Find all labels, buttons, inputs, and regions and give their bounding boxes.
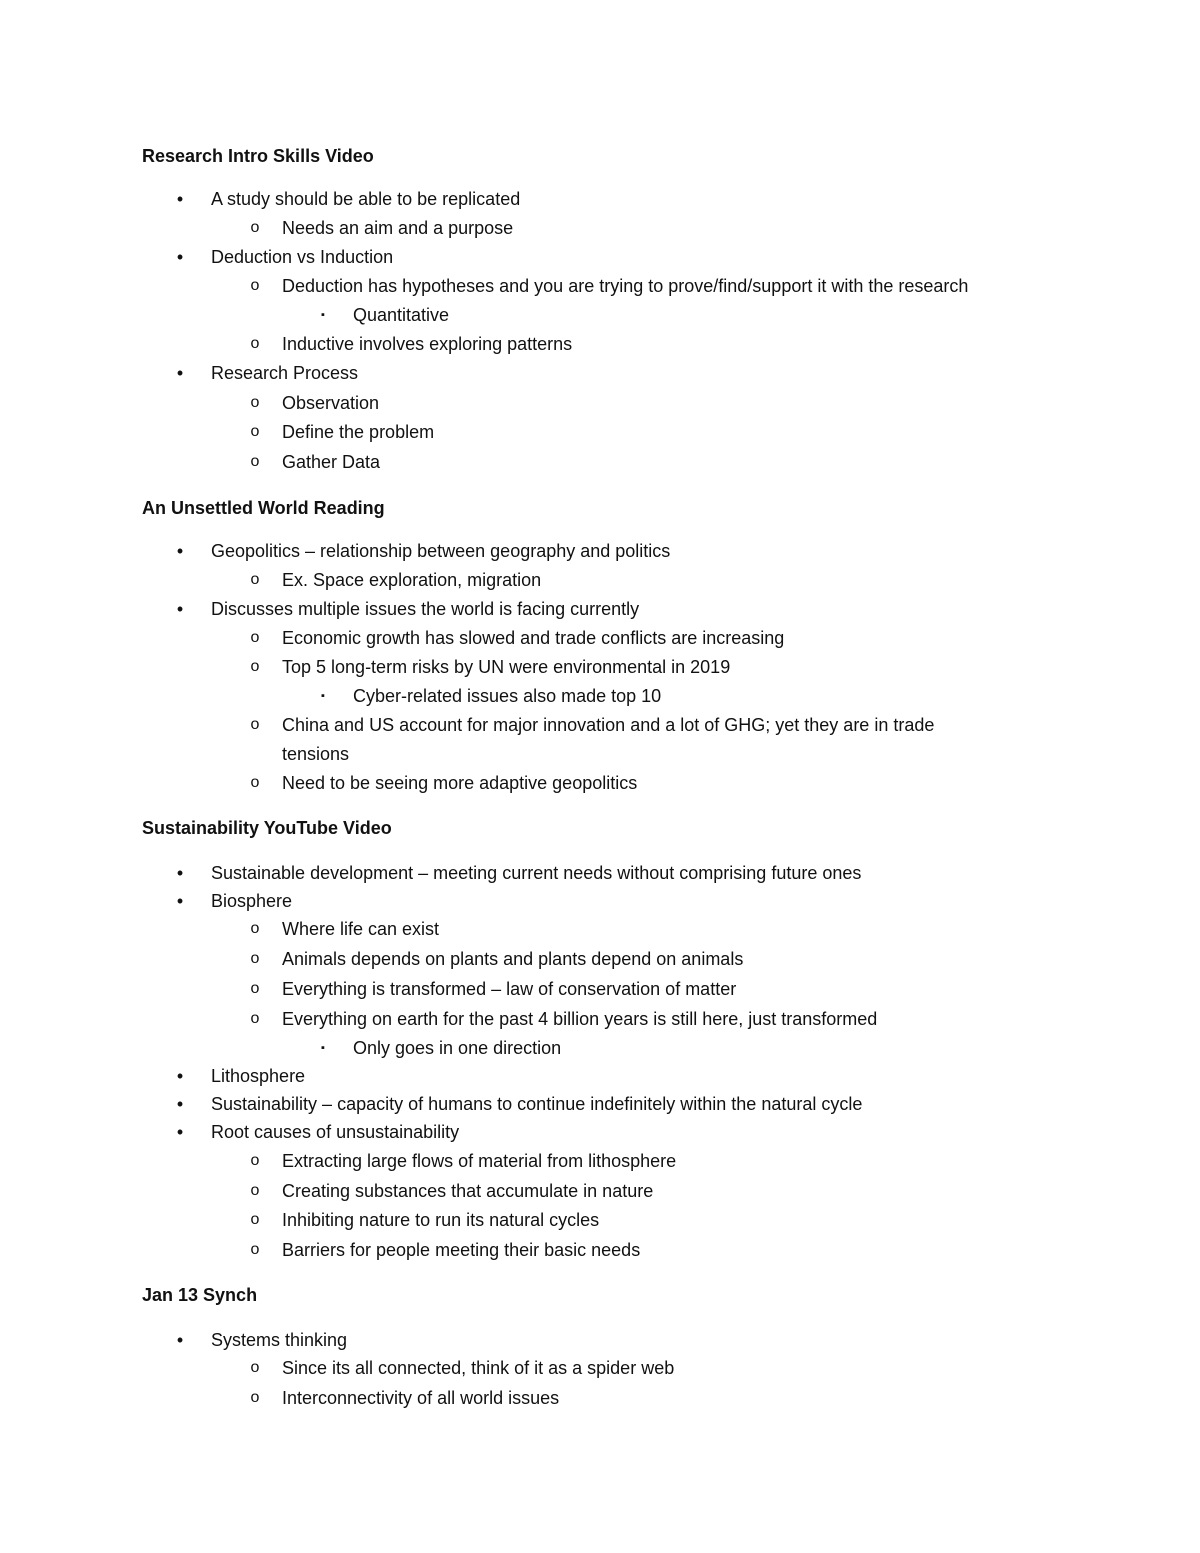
- bullet-level2: o: [250, 394, 260, 411]
- list-item: Sustainable development – meeting current needs without comprising future ones: [211, 863, 862, 883]
- section-heading: Sustainability YouTube Video: [142, 818, 392, 838]
- list-item: Barriers for people meeting their basic needs: [282, 1240, 641, 1260]
- bullet-level1: •: [176, 891, 184, 911]
- bullet-level2: o: [250, 716, 260, 733]
- bullet-level1: •: [176, 863, 184, 883]
- bullet-level1: •: [176, 363, 184, 383]
- bullet-level2: o: [250, 1241, 260, 1258]
- list-item: Animals depends on plants and plants depend on animals: [282, 949, 744, 969]
- bullet-level2: o: [250, 950, 260, 967]
- list-item: Everything on earth for the past 4 billion years is still here, just transformed: [282, 1009, 878, 1029]
- bullet-level2: o: [250, 629, 260, 646]
- list-item: Inductive involves exploring patterns: [282, 334, 573, 354]
- bullet-level1: •: [176, 189, 184, 209]
- list-item: Interconnectivity of all world issues: [282, 1388, 560, 1408]
- list-item: Need to be seeing more adaptive geopolitics: [282, 773, 638, 793]
- list-item: Lithosphere: [211, 1066, 306, 1086]
- bullet-level1: •: [176, 541, 184, 561]
- list-item: Where life can exist: [282, 919, 440, 939]
- bullet-level2: o: [250, 335, 260, 352]
- list-item: Research Process: [211, 363, 359, 383]
- bullet-level1: •: [176, 1094, 184, 1114]
- list-item: Inhibiting nature to run its natural cycles: [282, 1210, 600, 1230]
- bullet-level1: •: [176, 1330, 184, 1350]
- bullet-level2: o: [250, 277, 260, 294]
- section-heading: Jan 13 Synch: [142, 1285, 258, 1305]
- bullet-level2: o: [250, 774, 260, 791]
- bullet-level2: o: [250, 1389, 260, 1406]
- bullet-level2: o: [250, 423, 260, 440]
- bullet-level2: o: [250, 1359, 260, 1376]
- bullet-level3: ▪: [321, 1042, 325, 1054]
- list-item: Discusses multiple issues the world is facing currently: [211, 599, 640, 619]
- list-item: Root causes of unsustainability: [211, 1122, 460, 1142]
- bullet-level3: ▪: [321, 309, 325, 321]
- bullet-level2: o: [250, 920, 260, 937]
- bullet-level1: •: [176, 1066, 184, 1086]
- bullet-level2: o: [250, 1152, 260, 1169]
- list-item: Biosphere: [211, 891, 293, 911]
- bullet-level2: o: [250, 1182, 260, 1199]
- list-item: Deduction has hypotheses and you are trying to prove/find/support it with the research: [282, 276, 969, 296]
- bullet-level3: ▪: [321, 690, 325, 702]
- bullet-level1: •: [176, 247, 184, 267]
- list-item: Since its all connected, think of it as a spider web: [282, 1358, 675, 1378]
- list-item: A study should be able to be replicated: [211, 189, 521, 209]
- list-item: Cyber-related issues also made top 10: [353, 686, 662, 706]
- list-item: Top 5 long-term risks by UN were environmental in 2019: [282, 657, 731, 677]
- list-item: Needs an aim and a purpose: [282, 218, 514, 238]
- bullet-level2: o: [250, 219, 260, 236]
- bullet-level2: o: [250, 453, 260, 470]
- list-item: Quantitative: [353, 305, 450, 325]
- list-item-continuation: tensions: [282, 744, 350, 764]
- bullet-level1: •: [176, 1122, 184, 1142]
- list-item: Everything is transformed – law of conservation of matter: [282, 979, 737, 999]
- bullet-level2: o: [250, 571, 260, 588]
- list-item: Define the problem: [282, 422, 435, 442]
- list-item: Ex. Space exploration, migration: [282, 570, 542, 590]
- section-heading: Research Intro Skills Video: [142, 146, 374, 166]
- bullet-level2: o: [250, 980, 260, 997]
- bullet-level1: •: [176, 599, 184, 619]
- list-item: Observation: [282, 393, 380, 413]
- bullet-level2: o: [250, 1211, 260, 1228]
- list-item: Only goes in one direction: [353, 1038, 562, 1058]
- section-heading: An Unsettled World Reading: [142, 498, 385, 518]
- list-item: Sustainability – capacity of humans to continue indefinitely within the natural cycle: [211, 1094, 863, 1114]
- list-item: Economic growth has slowed and trade conflicts are increasing: [282, 628, 785, 648]
- list-item: Extracting large flows of material from lithosphere: [282, 1151, 677, 1171]
- list-item: Creating substances that accumulate in nature: [282, 1181, 654, 1201]
- bullet-level2: o: [250, 658, 260, 675]
- list-item: Geopolitics – relationship between geography and politics: [211, 541, 671, 561]
- list-item: Gather Data: [282, 452, 381, 472]
- list-item: Systems thinking: [211, 1330, 348, 1350]
- list-item: Deduction vs Induction: [211, 247, 394, 267]
- bullet-level2: o: [250, 1010, 260, 1027]
- list-item: China and US account for major innovation and a lot of GHG; yet they are in trade: [282, 715, 935, 735]
